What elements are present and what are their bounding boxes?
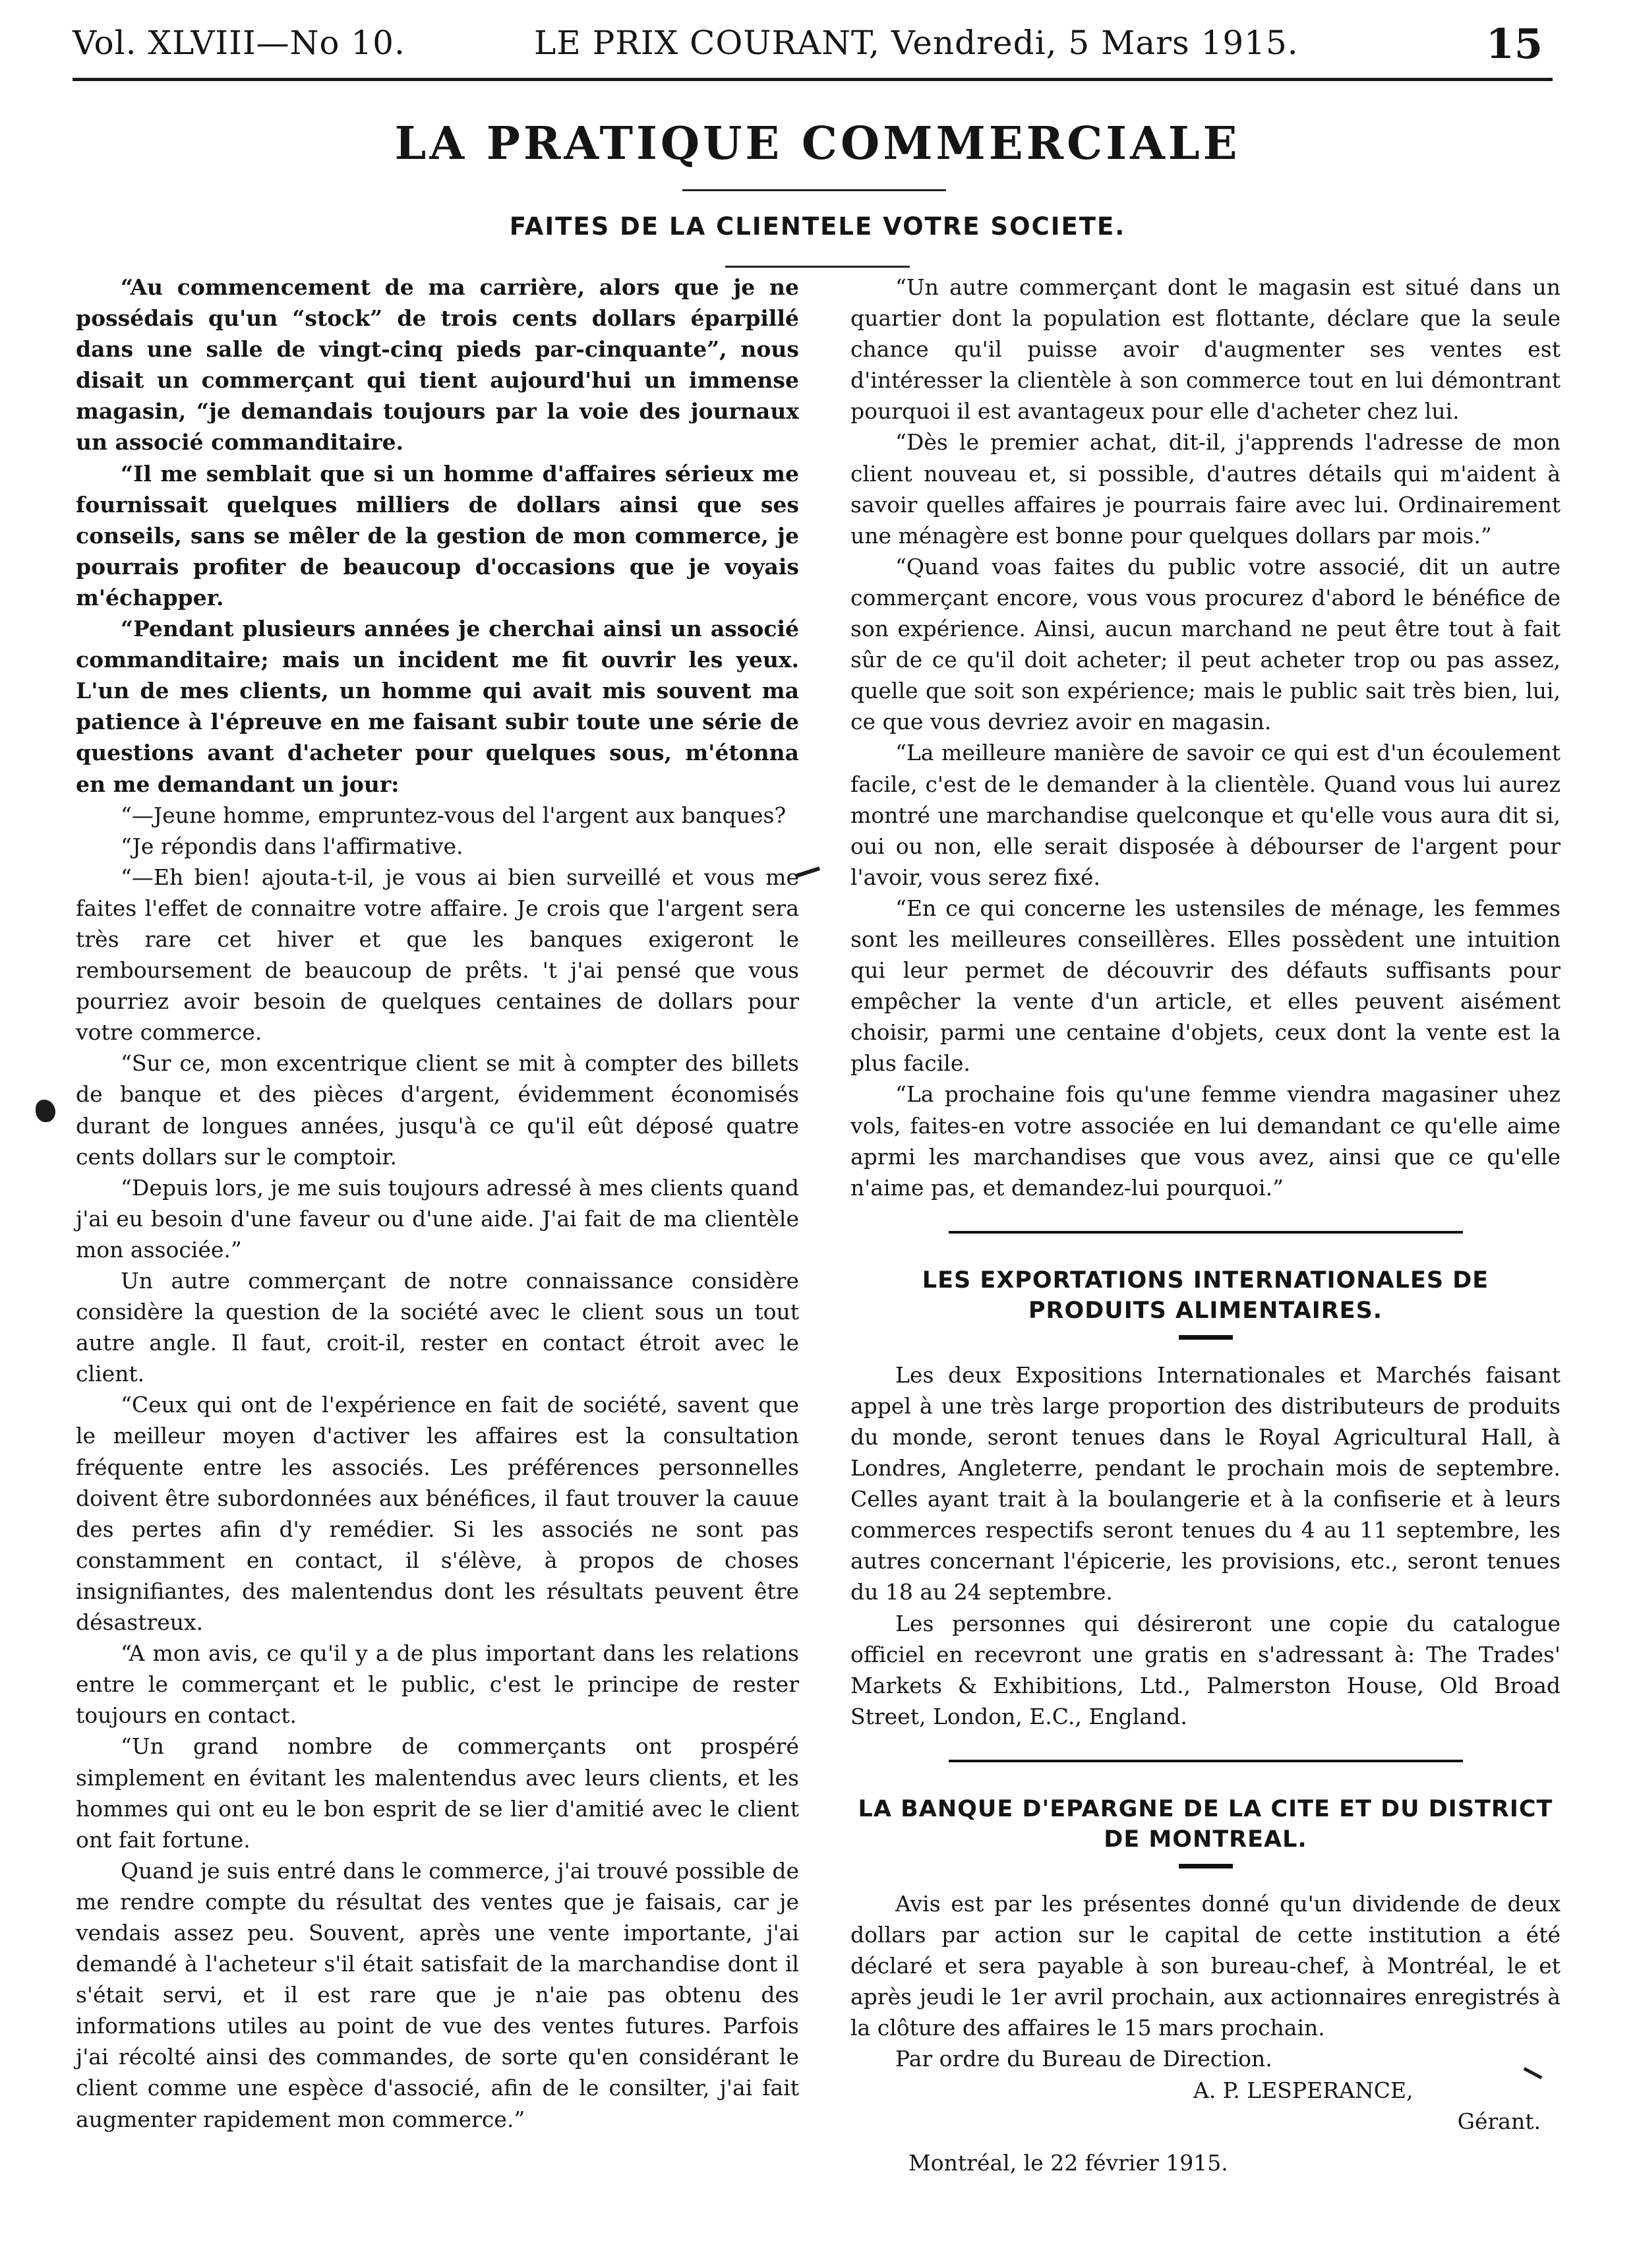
right-column	[850, 272, 1561, 2178]
signature-name: A. P. LESPERANCE,	[1193, 2077, 1413, 2103]
article-paragraph: Les deux Expositions Internationales et Marchés faisant appel à une très large proportion des distributeurs de produits du monde, seront tenues dans le Royal Agricultural Hall, à Londres, Angleterre, pendant le prochain mois de septembre. Celles ayant trait à la boulangerie et à la confiserie et à leurs commerces respectifs seront tenues du 4 au 11 septembre, les autres concernant l'épicerie, les provisions, etc., seront tenues du 18 au 24 septembre.	[850, 1361, 1561, 1605]
article-title-banque: LA BANQUE D'EPARGNE DE LA CITE ET DU DISTRICT DE MONTREAL.	[858, 1795, 1553, 1853]
article-paragraph: “—Eh bien! ajouta-t-il, je vous ai bien surveillé et vous me faites l'effet de connaitre votre affaire. Je crois que l'argent sera très rare cet hiver et que les banques exigeront le remboursement de beaucoup de prêts. 't j'ai pensé que vous pourriez avoir besoin de quelques centaines de dollars pour votre commerce.	[76, 864, 799, 1046]
article-paragraph: “Pendant plusieurs années je cherchai ainsi un associé commanditaire; mais un incident me fit ouvrir les yeux. L'un de mes clients, un homme qui avait mis souvent ma patience à l'épreuve en me faisant subir toute une série de questions avant d'acheter pour quelques sous, m'étonna en me demandant un jour:	[76, 616, 799, 797]
ink-blot	[36, 1100, 55, 1122]
section-divider	[949, 1231, 1463, 1234]
notice-date: Montréal, le 22 février 1915.	[908, 2149, 1228, 2176]
header-rule	[73, 78, 1553, 81]
heading-rule	[1179, 1864, 1233, 1868]
signature-role: Gérant.	[1457, 2108, 1541, 2134]
article-paragraph: “Un grand nombre de commerçants ont prospéré simplement en évitant les malentendus avec leurs clients, et les hommes qui ont eu le bon esprit de se lier d'amitié avec le client ont fait fortune.	[76, 1733, 799, 1853]
article-paragraph: Les personnes qui désireront une copie du catalogue officiel en recevront une gratis en s'adressant à: The Trades' Markets & Exhibitions, Ltd., Palmerston House, Old Broad Street, London, E.C., England.	[850, 1610, 1561, 1729]
article-paragraph: “A mon avis, ce qu'il y a de plus important dans les relations entre le commerçant et le public, c'est le principe de rester toujours en contact.	[76, 1640, 799, 1729]
newspaper-dateline: LE PRIX COURANT, Vendredi, 5 Mars 1915.	[534, 24, 1299, 62]
article-paragraph: “—Jeune homme, empruntez-vous del l'argent aux banques?	[121, 802, 787, 828]
article-paragraph: “Sur ce, mon excentrique client se mit à compter des billets de banque et des pièces d'argent, évidemment économisés durant de longues années, jusqu'à ce qu'il eût déposé quatre cents dollars sur le comptoir.	[76, 1050, 799, 1170]
article-paragraph: “La prochaine fois qu'une femme viendra magasiner uhez vols, faites-en votre associée en lui demandant ce qu'elle aime aprmi les marchandises que vous avez, ainsi que ce qu'elle n'aime pas, et demandez-lui pourquoi.”	[850, 1081, 1561, 1201]
running-header	[73, 20, 1556, 71]
order-line: Par ordre du Bureau de Direction.	[895, 2046, 1272, 2072]
article-paragraph: Quand je suis entré dans le commerce, j'ai trouvé possible de me rendre compte du résultat des ventes que je faisais, car je vendais assez peu. Souvent, après une vente importante, j'ai demandé à l'acheteur s'il était satisfait de la marchandise dont il s'était servi, et il est rare que je n'aie pas obtenu des informations utiles au point de vue des ventes futures. Parfois j'ai récolté ainsi des commandes, de sorte qu'en considérant le client comme une espèce d'associé, afin de le consilter, j'ai fait augmenter rapidement mon commerce.”	[76, 1857, 799, 2132]
article-paragraph: “Il me semblait que si un homme d'affaires sérieux me fournissait quelques milliers de dollars ainsi que ses conseils, sans se mêler de la gestion de mon commerce, je pourrais profiter de beaucoup d'occasions que je voyais m'échapper.	[76, 460, 799, 611]
left-column	[76, 272, 799, 2135]
article-paragraph: “Depuis lors, je me suis toujours adressé à mes clients quand j'ai eu besoin d'une faveur ou d'une aide. J'ai fait de ma clientèle mon associée.”	[76, 1174, 799, 1263]
article-paragraph: “Un autre commerçant dont le magasin est situé dans un quartier dont la population est flottante, déclare que la seule chance qu'il puisse avoir d'augmenter ses ventes est d'intéresser la clientèle à son commerce tout en lui démontrant pourquoi il est avantageux pour elle d'acheter chez lui.	[850, 274, 1561, 425]
notice-signature-block	[850, 2043, 1561, 2178]
page-title: LA PRATIQUE COMMERCIALE	[394, 117, 1241, 170]
article-title-exportations: LES EXPORTATIONS INTERNATIONALES DE PRODUITS ALIMENTAIRES.	[922, 1267, 1489, 1324]
article-paragraph: “Je répondis dans l'affirmative.	[121, 833, 463, 859]
page-number: 15	[1485, 20, 1543, 68]
article-paragraph: “Quand voas faites du public votre associé, dit un autre commerçant encore, vous vous procurez d'abord le bénéfice de son expérience. Ainsi, aucun marchand ne peut être tout à fait sûr de ce qu'il doit acheter; il peut acheter trop ou pas assez, quelle que soit son expérience; mais le public sait très bien, lui, ce que vous devriez avoir en magasin.	[850, 553, 1561, 735]
subtitle-rule	[725, 266, 910, 268]
volume-number: Vol. XLVIII—No 10.	[73, 24, 405, 62]
article-paragraph: “En ce qui concerne les ustensiles de ménage, les femmes sont les meilleures conseillères. Elles possèdent une intuition qui leur permet de découvrir des défauts suffisants pour empêcher la vente d'un article, et elles peuvent aisément choisir, parmi une centaine d'objets, ceux dont la vente est la plus facile.	[850, 895, 1561, 1077]
heading-rule	[1179, 1335, 1233, 1340]
article-paragraph: “La meilleure manière de savoir ce qui est d'un écoulement facile, c'est de le demander à la clientèle. Quand vous lui aurez montré une marchandise quelconque et qu'elle vous aura dit si, oui ou non, elle serait disposée à débourser de l'argent pour l'avoir, vous serez fixé.	[850, 740, 1561, 890]
article-paragraph: “Au commencement de ma carrière, alors que je ne possédais qu'un “stock” de trois cents dollars éparpillé dans une salle de vingt-cinq pieds par-cinquante”, nous disait un commerçant qui tient aujourd'hui un immense magasin, “je demandais toujours par la voie des journaux un associé commanditaire.	[76, 274, 799, 456]
article-paragraph: “Ceux qui ont de l'expérience en fait de société, savent que le meilleur moyen d'activer les affaires est la consultation fréquente entre les associés. Les préférences personnelles doivent être subordonnées aux bénéfices, il faut trouver la cauue des pertes afin d'y remédier. Si les associés ne sont pas constamment en contact, il s'élève, à propos de choses insignifiantes, des malentendus dont les résultats peuvent être désastreux.	[76, 1392, 799, 1636]
article-title-clientele: FAITES DE LA CLIENTELE VOTRE SOCIETE.	[509, 212, 1126, 241]
title-rule	[682, 189, 946, 191]
article-paragraph: Avis est par les présentes donné qu'un dividende de deux dollars par action sur le capital de cette institution a été déclaré et sera payable à son bureau-chef, à Montréal, le et après jeudi le 1er avril prochain, aux actionnaires enregistrés à la clôture des affaires le 15 mars prochain.	[850, 1890, 1561, 2041]
section-divider	[949, 1760, 1463, 1762]
article-paragraph: Un autre commerçant de notre connaissance considère considère la question de la société avec le client sous un tout autre angle. Il faut, croit-il, rester en contact étroit avec le client.	[76, 1268, 799, 1387]
article-paragraph: “Dès le premier achat, dit-il, j'apprends l'adresse de mon client nouveau et, si possible, d'autres détails qui m'aident à savoir quelles affaires je pourrais faire avec lui. Ordinairement une ménagère est bonne pour quelques dollars par mois.”	[850, 429, 1561, 549]
